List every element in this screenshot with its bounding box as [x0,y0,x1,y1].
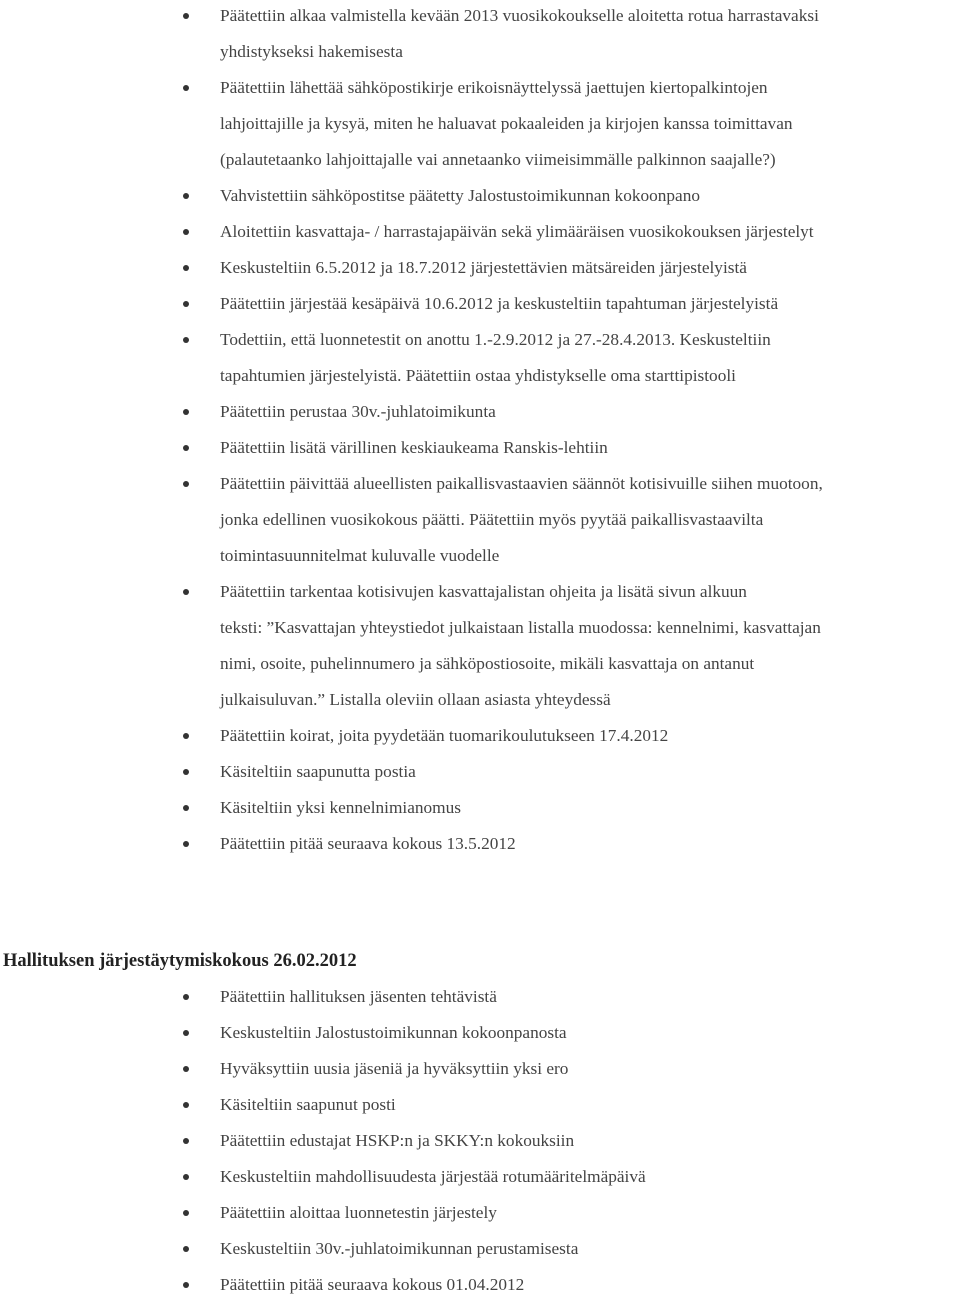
bullet-icon [183,1138,189,1144]
list-item [0,718,960,754]
list-item [0,1123,960,1159]
bullet-icon [183,1246,189,1252]
bullet-icon [183,1030,189,1036]
bullet-icon [183,589,189,595]
list-item-text: jonka edellinen vuosikokous päätti. Päätettiin myös pyytää paikallisvastaavilta [220,510,764,529]
list-item-text: (palautetaanko lahjoittajalle vai annetaanko viimeisimmälle palkinnon saajalle?) [220,150,776,169]
bullet-icon [183,85,189,91]
list-item-text: Päätettiin koirat, joita pyydetään tuomarikoulutukseen 17.4.2012 [220,726,669,745]
minutes-list-2 [0,979,960,1303]
list-item-text: Päätettiin pitää seuraava kokous 13.5.2012 [220,834,516,853]
bullet-icon [183,805,189,811]
bullet-icon [183,445,189,451]
list-item [0,214,960,250]
bullet-icon [183,301,189,307]
bullet-icon [183,733,189,739]
bullet-icon [183,1102,189,1108]
bullet-icon [183,1066,189,1072]
list-item-text: Päätettiin lähettää sähköpostikirje erikoisnäyttelyssä jaettujen kiertopalkintojen [220,78,768,97]
list-item-text: Päätettiin järjestää kesäpäivä 10.6.2012 ja keskusteltiin tapahtuman järjestelyistä [220,294,779,313]
bullet-icon [183,481,189,487]
list-item-text: Päätettiin päivittää alueellisten paikallisvastaavien säännöt kotisivuille siihen muotoon, [220,474,823,493]
list-item [0,1087,960,1123]
bullet-icon [183,265,189,271]
list-item-text: Keskusteltiin 6.5.2012 ja 18.7.2012 järjestettävien mätsäreiden järjestelyistä [220,258,747,277]
list-item-text: Päätettiin edustajat HSKP:n ja SKKY:n kokouksiin [220,1131,575,1150]
list-item [0,250,960,286]
list-item-text: Aloitettiin kasvattaja- / harrastajapäivän sekä ylimääräisen vuosikokouksen järjestelyt [220,222,814,241]
list-item [0,1015,960,1051]
list-item-text: toimintasuunnitelmat kuluvalle vuodelle [220,546,500,565]
list-item-text: Päätettiin alkaa valmistella kevään 2013 vuosikokoukselle aloitetta rotua harrastavaksi [220,6,819,25]
list-item-text: Päätettiin perustaa 30v.-juhlatoimikunta [220,402,496,421]
list-item [0,979,960,1015]
list-item-text: Päätettiin tarkentaa kotisivujen kasvattajalistan ohjeita ja lisätä sivun alkuun [220,582,747,601]
list-item-text: Vahvistettiin sähköpostitse päätetty Jalostustoimikunnan kokoonpano [220,186,700,205]
list-item-text: Käsiteltiin saapunut posti [220,1095,396,1114]
list-item [0,0,960,70]
bullet-icon [183,1174,189,1180]
bullet-icon [183,409,189,415]
list-item [0,70,960,178]
list-item [0,790,960,826]
list-item [0,286,960,322]
bullet-icon [183,337,189,343]
list-item-text: Päätettiin pitää seuraava kokous 01.04.2012 [220,1275,525,1294]
list-item-text: Käsiteltiin saapunutta postia [220,762,416,781]
list-item [0,1231,960,1267]
list-item-text: Todettiin, että luonnetestit on anottu 1.-2.9.2012 ja 27.-28.4.2013. Keskusteltiin [220,330,771,349]
bullet-icon [183,994,189,1000]
bullet-icon [183,193,189,199]
bullet-icon [183,769,189,775]
list-item-text: Päätettiin hallituksen jäsenten tehtävistä [220,987,497,1006]
list-item-text: nimi, osoite, puhelinnumero ja sähköpostiosoite, mikäli kasvattaja on antanut [220,654,755,673]
list-item-text: yhdistykseksi hakemisesta [220,42,403,61]
list-item [0,1195,960,1231]
list-item [0,1159,960,1195]
list-item-text: Käsiteltiin yksi kennelnimianomus [220,798,461,817]
list-item-text: teksti: ”Kasvattajan yhteystiedot julkaistaan listalla muodossa: kennelnimi, kasvattajan [220,618,821,637]
list-item-text: Keskusteltiin 30v.-juhlatoimikunnan perustamisesta [220,1239,579,1258]
list-item [0,466,960,574]
bullet-icon [183,1282,189,1288]
bullet-icon [183,841,189,847]
bullet-icon [183,13,189,19]
list-item [0,754,960,790]
list-item [0,826,960,862]
list-item [0,574,960,718]
list-item-text: tapahtumien järjestelyistä. Päätettiin ostaa yhdistykselle oma starttipistooli [220,366,736,385]
list-item [0,1051,960,1087]
list-item-text: Hyväksyttiin uusia jäseniä ja hyväksyttiin yksi ero [220,1059,569,1078]
list-item-text: Päätettiin lisätä värillinen keskiaukeama Ranskis-lehtiin [220,438,608,457]
section-heading: Hallituksen järjestäytymiskokous 26.02.2012 [3,951,357,971]
list-item [0,394,960,430]
list-item-text: Päätettiin aloittaa luonnetestin järjestely [220,1203,497,1222]
list-item [0,430,960,466]
list-item-text: lahjoittajille ja kysyä, miten he haluavat pokaaleiden ja kirjojen kanssa toimittavan [220,114,793,133]
list-item [0,178,960,214]
list-item [0,1267,960,1303]
list-item-text: Keskusteltiin mahdollisuudesta järjestää rotumääritelmäpäivä [220,1167,646,1186]
list-item-text: Keskusteltiin Jalostustoimikunnan kokoonpanosta [220,1023,567,1042]
list-item [0,322,960,394]
bullet-icon [183,1210,189,1216]
bullet-icon [183,229,189,235]
list-item-text: julkaisuluvan.” Listalla oleviin ollaan asiasta yhteydessä [220,690,611,709]
